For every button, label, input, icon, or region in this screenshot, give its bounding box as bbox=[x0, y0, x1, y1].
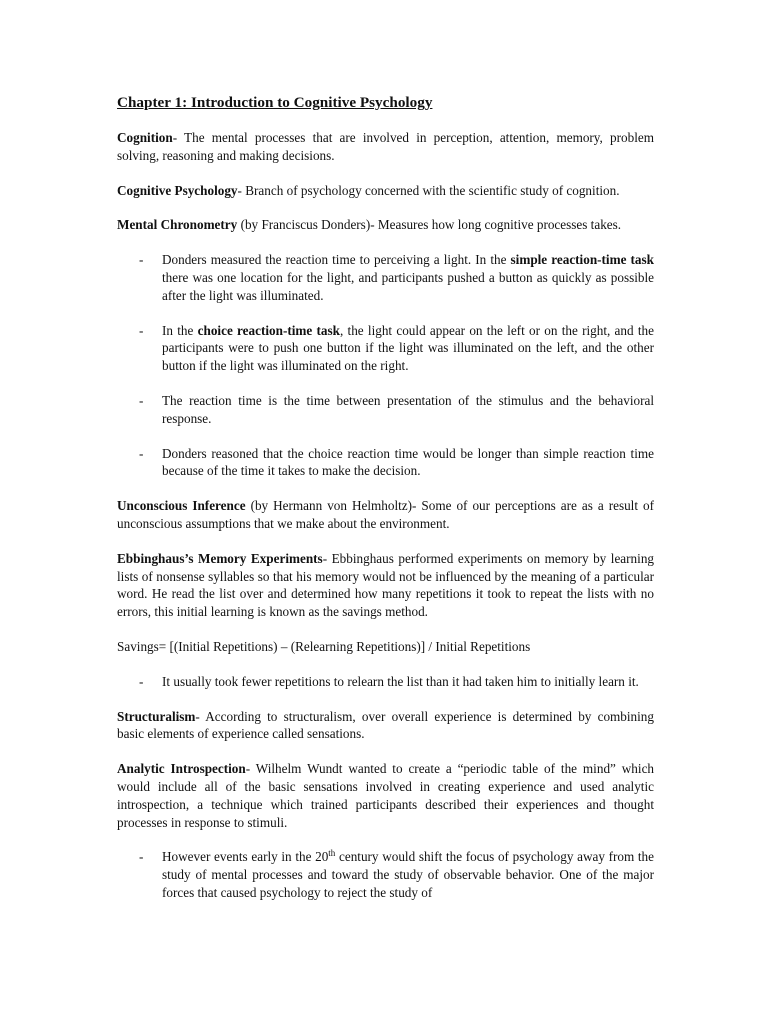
term-cognitive-psychology: Cognitive Psychology bbox=[117, 182, 238, 198]
definition-unconscious-inference bbox=[117, 497, 654, 533]
bullet-text: However events early in the 20 bbox=[162, 849, 329, 865]
document-body bbox=[117, 93, 654, 919]
dash-marker: - bbox=[139, 392, 144, 408]
chapter-title: Chapter 1: Introduction to Cognitive Psychology bbox=[117, 94, 433, 111]
bullet-text: there was one location for the light, and participants pushed a button as quickly as possible after the light was illuminated. bbox=[162, 269, 654, 303]
dash-marker: - bbox=[139, 252, 144, 268]
analytic-bullets bbox=[117, 848, 654, 901]
savings-bullets bbox=[117, 673, 654, 691]
definition-analytic-introspection bbox=[117, 760, 654, 831]
bullet-text: Donders reasoned that the choice reaction time would be longer than simple reaction time because of the time it takes to make the decision. bbox=[162, 445, 654, 479]
superscript: th bbox=[328, 848, 336, 859]
list-item bbox=[117, 322, 654, 375]
definition-text: (by Hermann von Helmholtz)- Some of our perceptions are as a result of unconscious assumptions that we make about the environment. bbox=[117, 498, 654, 531]
dash-marker: - bbox=[139, 673, 144, 689]
list-item bbox=[117, 848, 654, 901]
definition-ebbinghaus bbox=[117, 550, 654, 621]
term-structuralism: Structuralism bbox=[117, 708, 196, 724]
dash-marker: - bbox=[139, 849, 144, 865]
term-analytic-introspection: Analytic Introspection bbox=[117, 761, 246, 777]
bullet-text: The reaction time is the time between presentation of the stimulus and the behavioral response. bbox=[162, 392, 654, 426]
list-item bbox=[117, 445, 654, 481]
list-item bbox=[117, 673, 654, 691]
definition-mental-chronometry bbox=[117, 216, 654, 234]
bullet-text: It usually took fewer repetitions to relearn the list than it had taken him to initially learn it. bbox=[162, 673, 639, 689]
list-item bbox=[117, 392, 654, 428]
definition-cognitive-psychology bbox=[117, 182, 654, 200]
definition-text: - Wilhelm Wundt wanted to create a “periodic table of the mind” which would include all of the basic sensations involved in creating experience and used analytic introspection, a technique which trained participants described their experiences and thought processes in response to stimuli. bbox=[117, 761, 655, 830]
term-mental-chronometry: Mental Chronometry bbox=[117, 217, 238, 233]
savings-formula: Savings= [(Initial Repetitions) – (Relearning Repetitions)] / Initial Repetitions bbox=[117, 638, 531, 654]
definition-text: - Ebbinghaus performed experiments on memory by learning lists of nonsense syllables so that his memory would not be influenced by the meaning of a particular word. He read the list over and determined how many repetitions it took to repeat the lists with no errors, this initial learning is known as the savings method. bbox=[117, 550, 655, 620]
bold-term: choice reaction-time task bbox=[197, 322, 340, 338]
term-cognition: Cognition bbox=[117, 130, 173, 145]
term-unconscious-inference: Unconscious Inference bbox=[117, 498, 246, 514]
dash-marker: - bbox=[139, 445, 144, 461]
definition-cognition bbox=[117, 129, 654, 165]
bullet-text: Donders measured the reaction time to perceiving a light. In the bbox=[162, 252, 511, 268]
dash-marker: - bbox=[139, 322, 144, 338]
bullet-text: In the bbox=[162, 322, 198, 338]
definition-text: (by Franciscus Donders)- Measures how long cognitive processes takes. bbox=[237, 217, 622, 233]
bullet-text: , the light could appear on the left or on the right, and the participants were to push one button if the light was illuminated on the left, and the other button if the light was illuminated on the right. bbox=[162, 322, 654, 374]
list-item bbox=[117, 251, 654, 304]
definition-structuralism bbox=[117, 708, 654, 744]
definition-text: - According to structuralism, over overall experience is determined by combining basic elements of experience called sensations. bbox=[117, 708, 654, 742]
mental-chronometry-bullets bbox=[117, 251, 654, 480]
term-ebbinghaus: Ebbinghaus’s Memory Experiments bbox=[117, 550, 323, 566]
bold-term: simple reaction-time task bbox=[510, 252, 654, 268]
definition-text: - Branch of psychology concerned with the scientific study of cognition. bbox=[237, 182, 620, 198]
definition-text: - The mental processes that are involved in perception, attention, memory, problem solving, reasoning and making decisions. bbox=[117, 130, 654, 163]
bullet-text: century would shift the focus of psychology away from the study of mental processes and toward the study of observable behavior. One of the major forces that caused psychology to reject the study of bbox=[162, 849, 655, 900]
